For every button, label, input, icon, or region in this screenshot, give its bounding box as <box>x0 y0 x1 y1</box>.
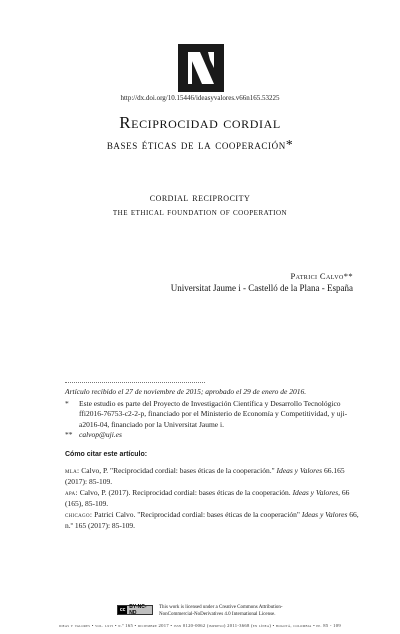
article-title: Reciprocidad cordial <box>119 113 281 132</box>
footnote-2-mark: ** <box>65 430 73 439</box>
citation-apa-journal: Ideas y Valores, <box>292 488 340 497</box>
citation-apa-rest: 66 (165), 85-109. <box>65 488 350 508</box>
english-subtitle: the ethical foundation of cooperation <box>112 208 288 218</box>
cc-mark: cc <box>119 607 126 613</box>
author-name: Patrici Calvo** <box>290 271 353 281</box>
doi-link[interactable]: http://dx.doi.org/10.15446/ideasyvalores.v66n165.53225 <box>120 94 280 102</box>
footnotes <box>65 387 361 532</box>
citation-chicago-rest: 66, n.º 165 (2017): 85-109. <box>65 510 359 530</box>
page-footer: ideas y valores • vol. lxvi • n.º 165 • diciembre 2017 • issn 0120-0062 (impreso) 2011-3668 (en línea) • bogotá, colombia • pp. 85 - 109 <box>59 623 341 628</box>
citation-heading: Cómo citar este artículo: <box>65 450 148 458</box>
citation-apa-text: Calvo, P. (2017). Reciprocidad cordial: bases éticas de la cooperación. <box>79 488 291 497</box>
cc-badge-label: BY-NC-ND <box>129 604 147 616</box>
article-subtitle: bases éticas de la cooperación* <box>106 137 294 152</box>
citation-chicago-label: chicago: <box>65 510 93 519</box>
license-text: This work is licensed under a Creative Commons Attribution-NonCommercial-NoDerivatives 4.0 International License. <box>159 605 283 617</box>
footnote-1-mark: * <box>65 398 69 408</box>
citation-chicago <box>65 510 361 531</box>
footnote-divider <box>65 382 205 383</box>
english-title: cordial reciprocity <box>149 190 251 204</box>
received-date: Artículo recibido el 27 de noviembre de 2015; aprobado el 29 de enero de 2016. <box>65 387 307 396</box>
author-email[interactable]: calvop@uji.es <box>79 430 122 439</box>
citation-apa <box>65 488 361 509</box>
publisher-logo-icon <box>178 44 224 92</box>
footnote-1 <box>65 399 361 431</box>
license-block <box>117 605 309 618</box>
citation-mla-text: Calvo, P. "Reciprocidad cordial: bases éticas de la cooperación." <box>81 466 275 475</box>
footnote-1-text: Este estudio es parte del Proyecto de Investigación Científica y Desarrollo Tecnológico ffi2016-76753-c2-2-p, financiado por el Ministerio de Economía y Competitividad, y uji-a2016-04, financiado por la Universitat Jaume i. <box>79 398 348 429</box>
citation-mla-journal: Ideas y Valores <box>276 466 323 475</box>
creative-commons-badge-icon[interactable] <box>117 605 153 615</box>
author-affiliation: Universitat Jaume i - Castelló de la Plana - España <box>170 283 353 293</box>
citation-chicago-journal: Ideas y Valores <box>301 510 348 519</box>
citation-chicago-text: Patrici Calvo. "Reciprocidad cordial: bases éticas de la cooperación" <box>94 510 300 519</box>
footnote-2 <box>65 430 361 441</box>
citation-mla <box>65 466 361 487</box>
citation-mla-rest: 66.165 (2017): 85-109. <box>65 466 345 486</box>
citation-apa-label: apa: <box>65 488 78 497</box>
citation-mla-label: mla: <box>65 466 80 475</box>
